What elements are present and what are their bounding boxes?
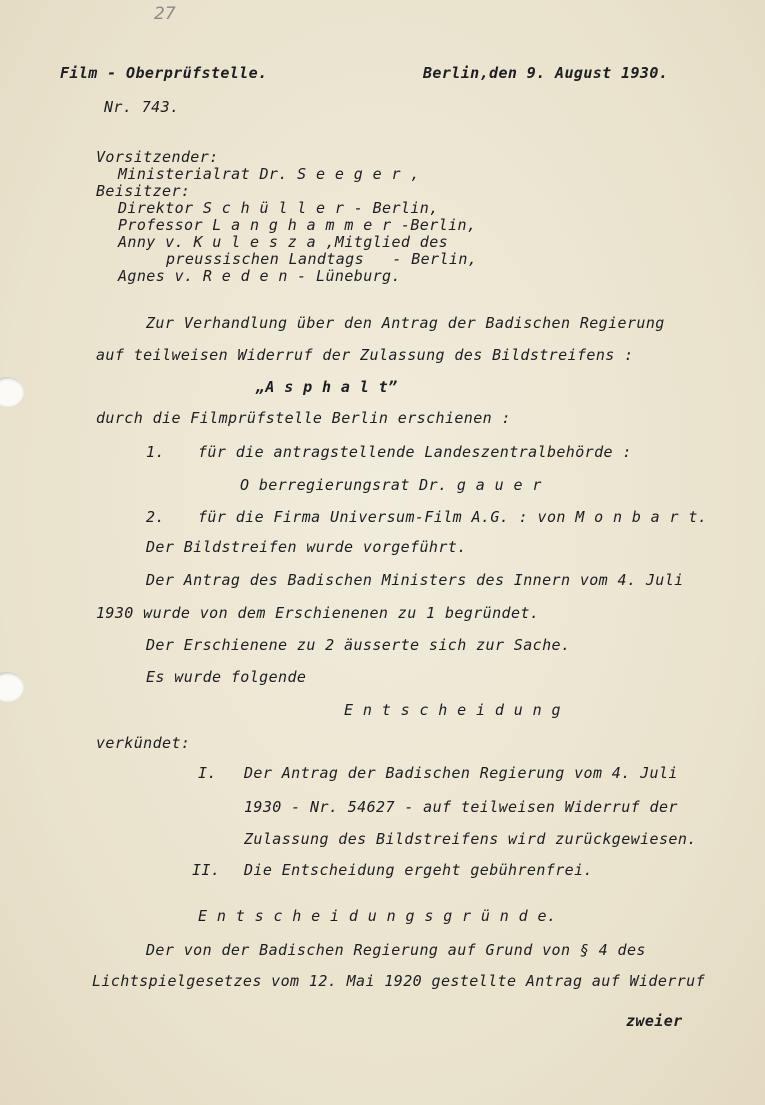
item-1-person: O berregierungsrat Dr. g a u e r — [240, 476, 542, 494]
decision-1-number: I. — [198, 764, 217, 782]
item-2-number: 2. — [146, 508, 165, 526]
assessor-4: Agnes v. R e d e n - Lüneburg. — [118, 267, 401, 285]
assessors-label: Beisitzer: — [96, 182, 191, 200]
pencil-page-number: 27 — [154, 4, 176, 24]
paragraph-following: Es wurde folgende — [146, 668, 307, 686]
intro-line-3: durch die Filmprüfstelle Berlin erschienen : — [96, 409, 511, 427]
assessor-2: Professor L a n g h a m m e r -Berlin, — [118, 216, 477, 234]
chair-name: Ministerialrat Dr. S e e g e r , — [118, 165, 420, 183]
intro-line-1: Zur Verhandlung über den Antrag der Badischen Regierung — [146, 314, 665, 332]
reasons-line-1: Der von der Badischen Regierung auf Grund von § 4 des — [146, 941, 646, 959]
paragraph-motion-2: 1930 wurde von dem Erschienenen zu 1 begründet. — [96, 604, 540, 622]
reasons-line-2: Lichtspielgesetzes vom 12. Mai 1920 gestellte Antrag auf Widerruf — [92, 972, 705, 990]
reasons-line-3: zweier — [626, 1012, 683, 1030]
place-date: Berlin,den 9. August 1930. — [423, 64, 669, 82]
paragraph-shown: Der Bildstreifen wurde vorgeführt. — [146, 538, 467, 556]
item-1-text: für die antragstellende Landeszentralbehörde : — [198, 443, 632, 461]
assessor-3b: preussischen Landtags - Berlin, — [166, 250, 478, 268]
reasons-heading: E n t s c h e i d u n g s g r ü n d e. — [198, 907, 557, 925]
assessor-1: Direktor S c h ü l l e r - Berlin, — [118, 199, 439, 217]
paragraph-motion-1: Der Antrag des Badischen Ministers des Innern vom 4. Juli — [146, 571, 684, 589]
decision-1-line-2: 1930 - Nr. 54627 - auf teilweisen Widerruf der — [244, 798, 678, 816]
paragraph-comment: Der Erschienene zu 2 äusserte sich zur Sache. — [146, 636, 571, 654]
item-1-number: 1. — [146, 443, 165, 461]
item-2-text: für die Firma Universum-Film A.G. : von M o n b a r t. — [198, 508, 708, 526]
authority-heading: Film - Oberprüfstelle. — [60, 64, 268, 82]
document-number: Nr. 743. — [104, 98, 180, 116]
announced-label: verkündet: — [96, 734, 191, 752]
chair-label: Vorsitzender: — [96, 148, 219, 166]
decision-2-text: Die Entscheidung ergeht gebührenfrei. — [244, 861, 593, 879]
decision-2-number: II. — [192, 861, 221, 879]
decision-heading: E n t s c h e i d u n g — [344, 701, 561, 719]
decision-1-line-1: Der Antrag der Badischen Regierung vom 4. Juli — [244, 764, 678, 782]
assessor-3a: Anny v. K u l e s z a ,Mitglied des — [118, 233, 449, 251]
punch-hole-bottom — [0, 672, 24, 702]
intro-line-2: auf teilweisen Widerruf der Zulassung des Bildstreifens : — [96, 346, 634, 364]
decision-1-line-3: Zulassung des Bildstreifens wird zurückgewiesen. — [244, 830, 697, 848]
punch-hole-top — [0, 377, 24, 407]
film-title: „A s p h a l t” — [256, 378, 398, 396]
